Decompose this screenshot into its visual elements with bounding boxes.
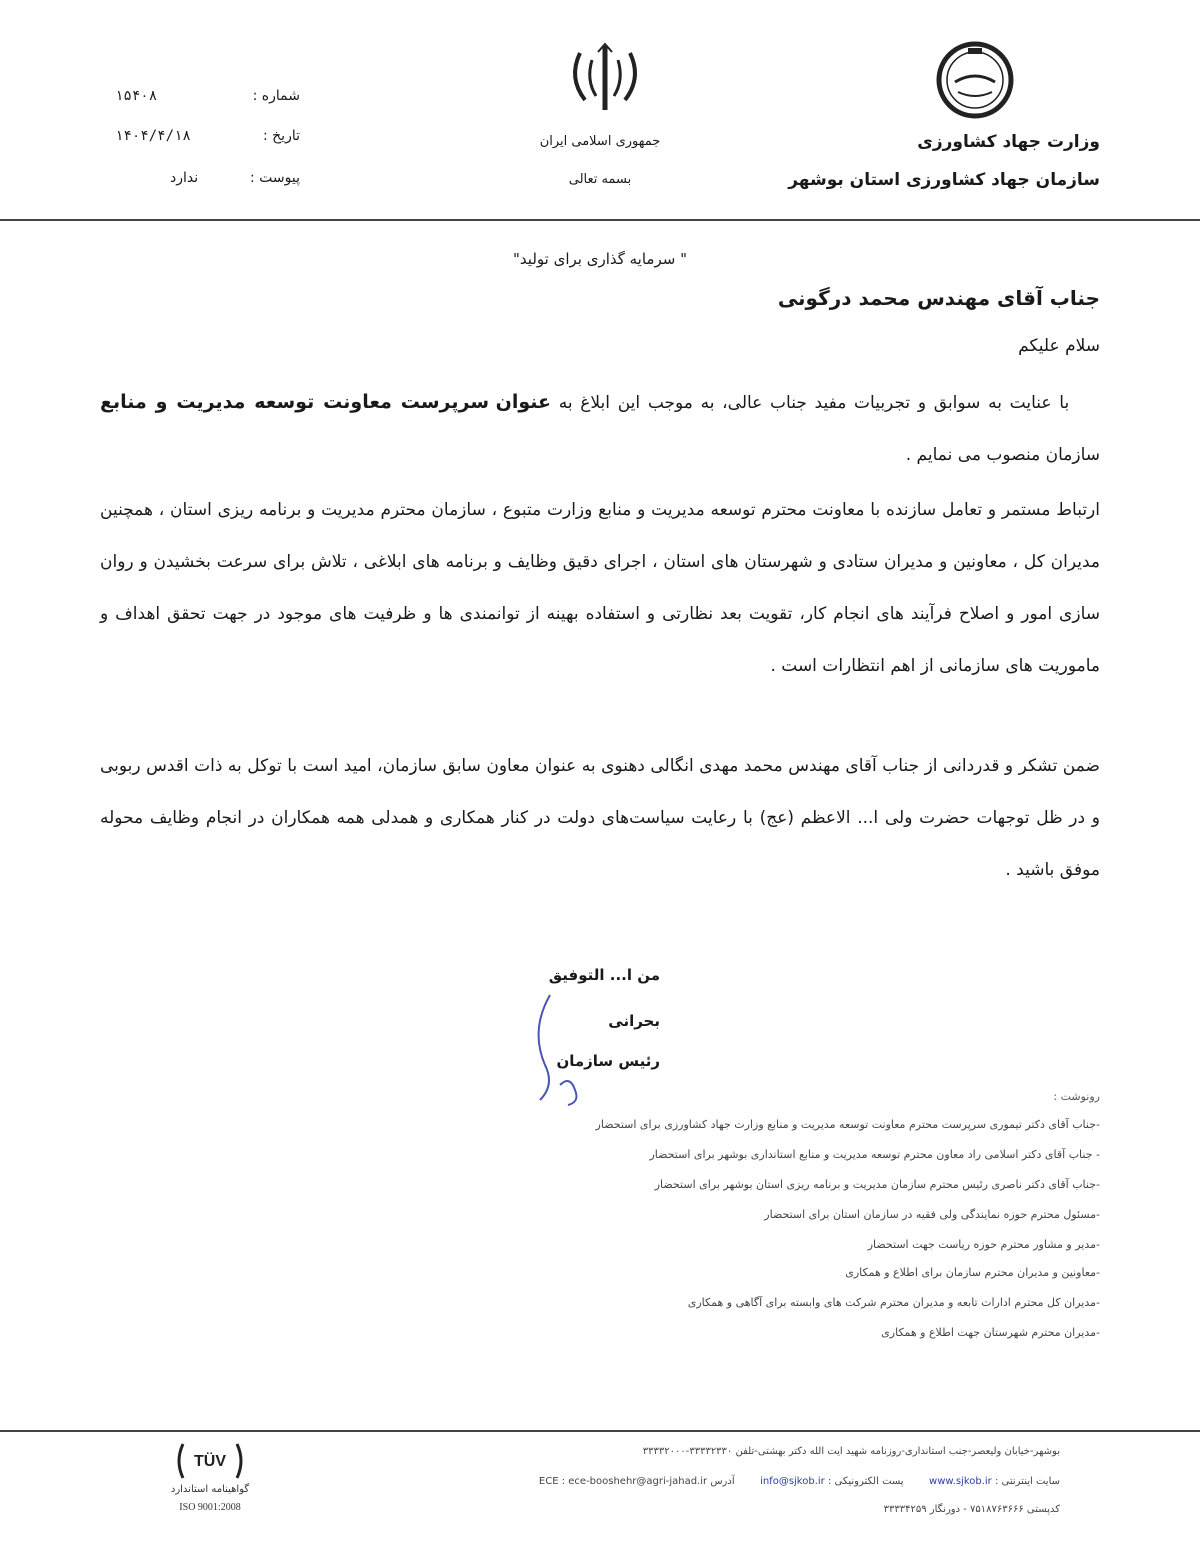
appointment-paragraph	[100, 376, 1100, 481]
iso-caption: گواهینامه استاندارد	[170, 1484, 250, 1495]
number-value: ۱۵۴۰۸	[115, 88, 158, 104]
tuv-logo-text: TÜV	[194, 1453, 226, 1470]
copy-item: -مدیر و مشاور محترم حوزه ریاست جهت استحضار	[867, 1238, 1100, 1251]
recipient-name: جناب آقای مهندس محمد درگونی	[777, 286, 1100, 310]
email-label: پست الکترونیکی :	[827, 1476, 904, 1487]
appointment-title: عنوان سرپرست معاونت توسعه مدیریت و منابع	[100, 391, 552, 413]
ece-address: ece-booshehr@agri-jahad.ir	[568, 1476, 708, 1487]
letter-number-row	[0, 88, 1200, 110]
footer-address: بوشهر-خیابان ولیعصر-جنب استانداری-روزنامه شهید ایت الله دکتر بهشتی-تلفن ۳۳۳۳۲۳۳۰-۳۳۳۳۲۰۰۰	[642, 1446, 1060, 1457]
copy-item: -مدیران کل محترم ادارات تابعه و مدیران محترم شرکت های وابسته برای آگاهی و همکاری	[687, 1296, 1100, 1309]
slogan: " سرمایه گذاری برای تولید"	[513, 250, 687, 268]
copies-title: رونوشت :	[1053, 1090, 1100, 1103]
site-label: سایت اینترنتی :	[994, 1476, 1060, 1487]
footer-postal: کدپستی ۷۵۱۸۷۶۳۶۶۶ - دورنگار ۳۳۳۳۴۲۵۹	[883, 1504, 1060, 1515]
attachment-value: ندارد	[170, 170, 199, 186]
bismillah-text: بسمه تعالی	[568, 172, 632, 187]
organization-name: سازمان جهاد کشاورزی استان بوشهر	[788, 170, 1100, 190]
iso-code: ISO 9001:2008	[179, 1502, 241, 1513]
copy-item: -جناب آقای دکتر تیموری سرپرست محترم معاونت توسعه مدیریت و منابع وزارت جهاد کشاورزی برای استحضار	[595, 1118, 1100, 1131]
appointment-text-end: سازمان منصوب می نمایم .	[905, 445, 1100, 465]
copy-item: -مسئول محترم حوزه نمایندگی ولی فقیه در سازمان استان برای استحضار	[764, 1208, 1100, 1221]
copy-item: -مدیران محترم شهرستان جهت اطلاع و همکاری	[881, 1326, 1100, 1339]
email-link[interactable]: info@sjkob.ir	[760, 1476, 825, 1487]
attachment-row	[0, 170, 1200, 192]
copy-item: -جناب آقای دکتر ناصری رئیس محترم سازمان مدیریت و برنامه ریزی استان بوشهر برای استحضار	[654, 1178, 1100, 1191]
closing-phrase: من ا... التوفیق	[548, 966, 660, 984]
republic-title: جمهوری اسلامی ایران	[539, 134, 661, 149]
footer-divider	[0, 1430, 1200, 1432]
signer-name: بحرانی	[608, 1012, 660, 1030]
signer-title: رئیس سازمان	[556, 1052, 660, 1070]
letter-date-row	[0, 128, 1200, 150]
date-value: ۱۴۰۴/۴/۱۸	[115, 128, 191, 144]
greeting: سلام علیکم	[1018, 336, 1100, 356]
footer-contact-row	[539, 1476, 1060, 1487]
copy-item: -معاونین و مدیران محترم سازمان برای اطلاع و همکاری	[845, 1266, 1100, 1279]
ministry-name: وزارت جهاد کشاورزی	[917, 132, 1100, 152]
appointment-text-start: با عنایت به سوابق و تجربیات مفید جناب عالی، به موجب این ابلاغ به	[551, 393, 1070, 413]
header-divider	[0, 219, 1200, 221]
expectations-paragraph: ارتباط مستمر و تعامل سازنده با معاونت محترم توسعه مدیریت و منابع وزارت متبوع ، سازمان محترم مدیریت و برنامه ریزی استان ، همچنین مدیران کل ، معاونین و مدیران ستادی و شهرستان های استان ، اجرای دقیق وظایف و برنامه های ابلاغی ، تلاش برای سرعت بخشیدن و روان سازی امور و اصلاح فرآیند های انجام کار، تقویت بعد نظارتی و استفاده بهینه از توانمندی ها و ظرفیت های موجود در جهت تحقق اهداف و ماموریت های سازمانی از اهم انتظارات است .	[100, 500, 1100, 676]
attachment-label: پیوست :	[250, 170, 300, 186]
handwritten-signature-icon	[520, 990, 610, 1110]
site-link[interactable]: www.sjkob.ir	[929, 1476, 992, 1487]
ece-label: آدرس ECE :	[538, 1476, 735, 1487]
copy-item: - جناب آقای دکتر اسلامی راد معاون محترم توسعه مدیریت و منابع استانداری بوشهر برای استحضار	[649, 1148, 1100, 1161]
date-label: تاریخ :	[262, 128, 300, 144]
tuv-logo-icon	[175, 1440, 245, 1482]
acknowledgement-paragraph: ضمن تشکر و قدردانی از جناب آقای مهندس محمد مهدی انگالی دهنوی به عنوان معاون سابق سازمان، امید است با توکل به ذات اقدس ربوبی و در ظل توجهات حضرت ولی ا... الاعظم (عج) با رعایت سیاست‌های دولت در کنار همکاری و همدلی همه همکاران در انجام وظایف محوله موفق باشید .	[100, 756, 1100, 880]
number-label: شماره :	[252, 88, 300, 104]
